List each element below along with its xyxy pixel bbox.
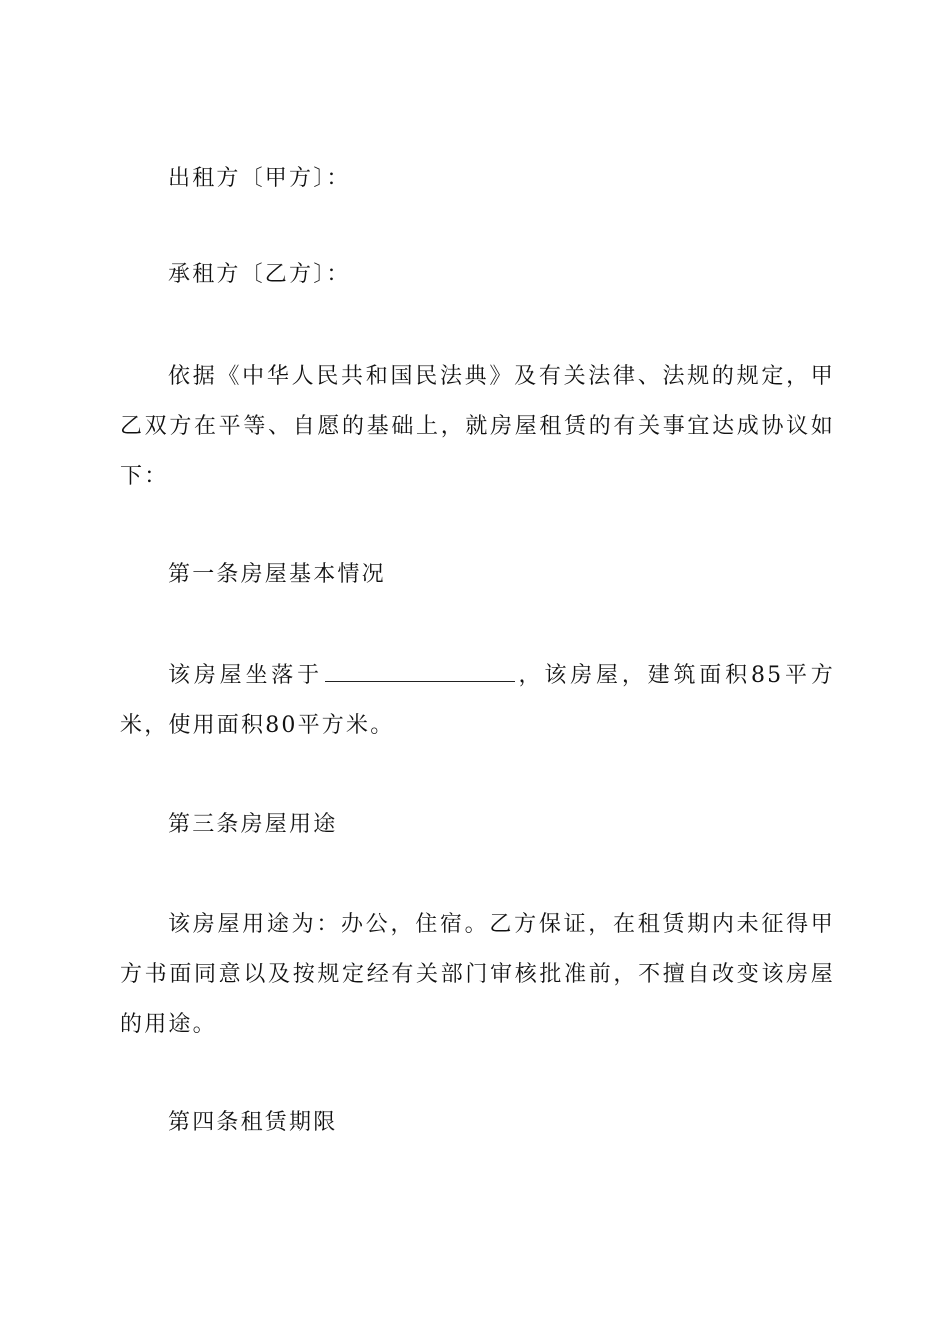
lessee-label: 承租方〔乙方〕：	[168, 262, 351, 287]
article1-text-before: 该房屋坐落于	[168, 663, 323, 688]
article1-paragraph	[120, 651, 835, 751]
article1-text-after: ，该房屋，建筑面积85平方米，使用面积80平方米。	[120, 663, 835, 738]
lessor-label: 出租方〔甲方〕：	[168, 166, 351, 191]
article3-heading: 第三条房屋用途	[168, 812, 338, 837]
preamble-paragraph: 依据《中华人民共和国民法典》及有关法律、法规的规定，甲乙双方在平等、自愿的基础上，就房屋租赁的有关事宜达成协议如下：	[120, 364, 835, 489]
article3-paragraph: 该房屋用途为：办公，住宿。乙方保证，在租赁期内未征得甲方书面同意以及按规定经有关部门审核批准前，不擅自改变该房屋的用途。	[120, 912, 835, 1037]
article1-heading: 第一条房屋基本情况	[168, 562, 386, 587]
address-blank-line	[325, 663, 515, 682]
article4-heading: 第四条租赁期限	[168, 1110, 338, 1135]
